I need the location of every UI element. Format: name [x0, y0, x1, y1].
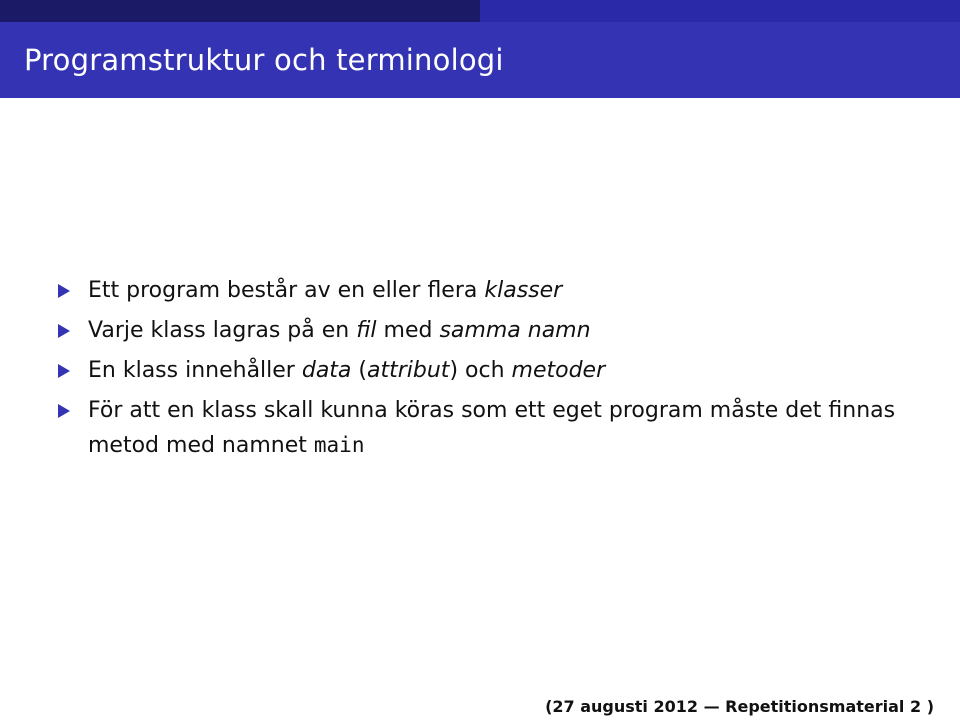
bullet-item	[58, 274, 918, 308]
bullet-text: (	[351, 358, 367, 383]
bullet-item	[58, 354, 918, 388]
bullet-list	[58, 274, 918, 469]
emphasis-text: fil	[356, 318, 377, 343]
bullet-text: Varje klass lagras på en	[88, 318, 357, 343]
emphasis-text: attribut	[367, 358, 450, 383]
emphasis-text: metoder	[511, 358, 606, 383]
emphasis-text: samma namn	[439, 318, 591, 343]
bullet-text: med	[376, 318, 440, 343]
emphasis-text: klasser	[484, 278, 563, 303]
title-bar	[0, 22, 960, 98]
bullet-item	[58, 314, 918, 348]
bullet-text: Ett program består av en eller flera	[88, 278, 485, 303]
triangle-bullet-icon	[58, 404, 70, 418]
bullet-text: ) och	[449, 358, 512, 383]
top-strip	[0, 0, 960, 22]
bullet-text: För att en klass skall kunna köras som ett eget program måste det finnas metod med namnet	[88, 398, 896, 458]
triangle-bullet-icon	[58, 324, 70, 338]
top-strip-right	[480, 0, 960, 22]
slide-title: Programstruktur och terminologi	[24, 43, 504, 77]
footer-label: (27 augusti 2012 — Repetitionsmaterial 2 )	[545, 697, 934, 716]
bullet-text: En klass innehåller	[88, 358, 302, 383]
triangle-bullet-icon	[58, 364, 70, 378]
triangle-bullet-icon	[58, 284, 70, 298]
emphasis-text: data	[301, 358, 352, 383]
top-strip-left	[0, 0, 480, 22]
code-text: main	[313, 433, 365, 457]
bullet-item	[58, 394, 918, 463]
